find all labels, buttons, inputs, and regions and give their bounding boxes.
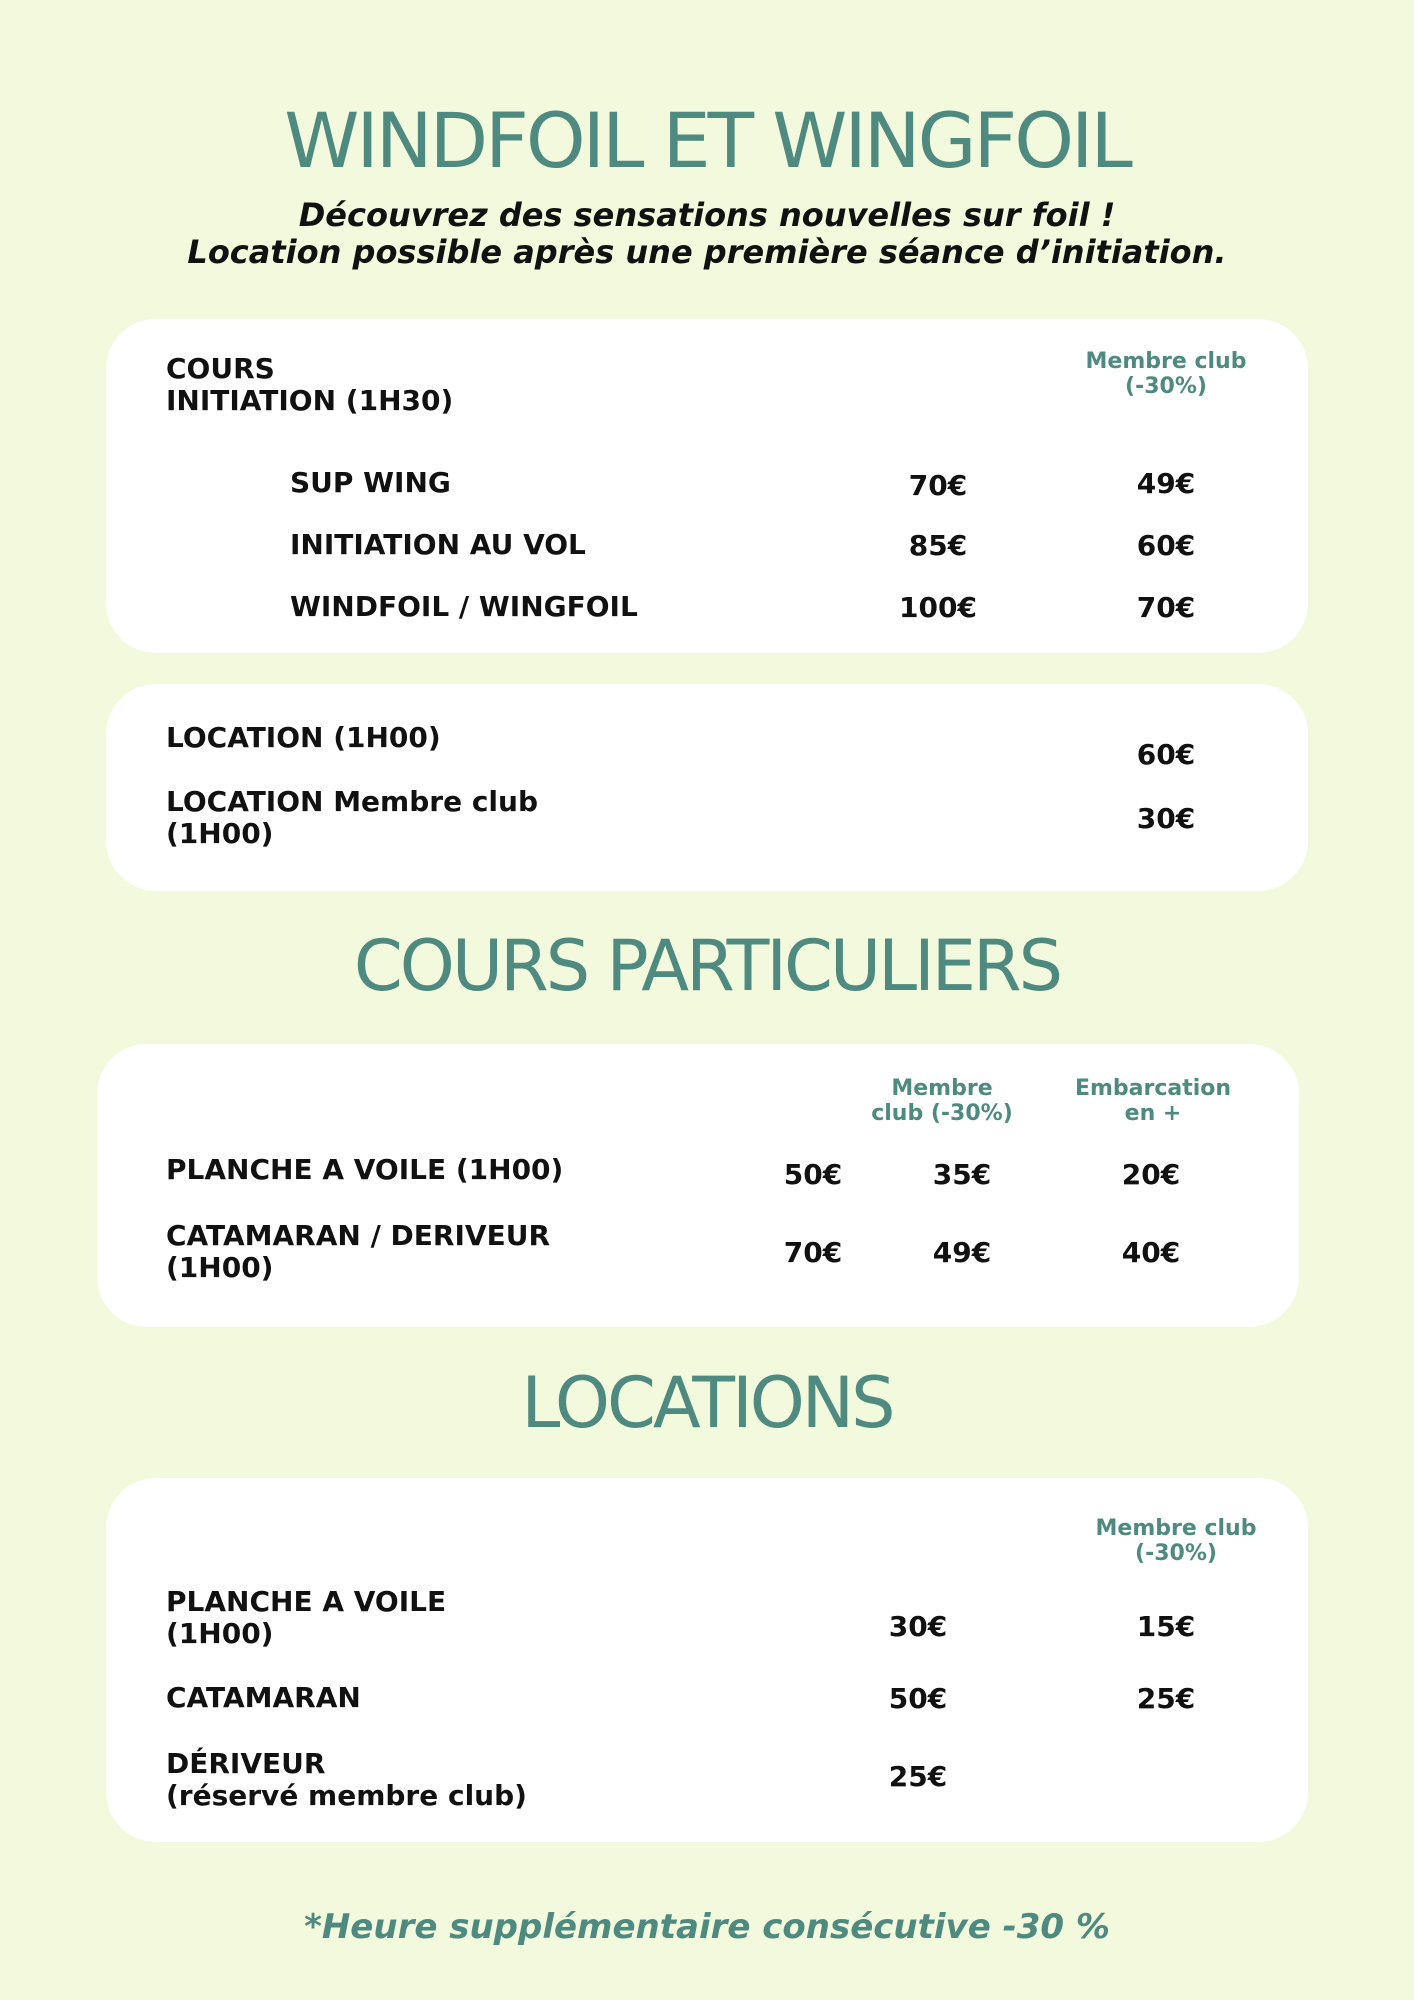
particuliers-row-boat-price: 20€ [1121,1158,1181,1191]
member-column-header: Membre club (-30%) [871,1076,1013,1126]
cours-heading-line-2: INITIATION (1H30) [166,384,454,417]
cours-row-price: 85€ [908,529,968,562]
particuliers-row-member-price: 35€ [932,1158,992,1191]
locations-row-label: PLANCHE A VOILE [166,1585,447,1618]
boat-column-header: Embarcation en + [1074,1076,1232,1126]
locations-card [106,1478,1308,1842]
particuliers-row-label: PLANCHE A VOILE (1H00) [166,1153,564,1186]
cours-row-label: WINDFOIL / WINGFOIL [290,590,638,623]
locations-row-label-line-2: (réservé membre club) [166,1779,527,1812]
cours-row-label: INITIATION AU VOL [290,528,586,561]
locations-row-label-line-2: (1H00) [166,1617,274,1650]
cours-heading-line-1: COURS [166,352,275,385]
cours-row-label: SUP WING [290,466,451,499]
particuliers-row-label-line-2: (1H00) [166,1251,274,1284]
locations-row-member-price: 15€ [1136,1610,1196,1643]
cours-particuliers-card [97,1044,1299,1327]
member-column-header: Membre club (-30%) [1095,1516,1257,1566]
location-row-label: LOCATION (1H00) [166,721,441,754]
cours-row-price: 70€ [908,469,968,502]
particuliers-row-label: CATAMARAN / DERIVEUR [166,1219,551,1252]
location-member-label-line-2: (1H00) [166,817,274,850]
cours-row-member-price: 49€ [1136,467,1196,500]
location-row-price: 60€ [1136,738,1196,771]
subtitle-line-2: Location possible après une première séance d’initiation. [187,233,1227,271]
particuliers-row-boat-price: 40€ [1121,1236,1181,1269]
particuliers-row-price: 50€ [783,1158,843,1191]
subtitle-line-1: Découvrez des sensations nouvelles sur foil ! [298,196,1116,234]
locations-row-label: CATAMARAN [166,1681,361,1714]
locations-row-price: 50€ [888,1682,948,1715]
particuliers-row-member-price: 49€ [932,1236,992,1269]
locations-row-label: DÉRIVEUR [166,1747,326,1780]
cours-row-member-price: 60€ [1136,529,1196,562]
page-title: WINDFOIL ET WINGFOIL [284,96,1130,185]
cours-row-price: 100€ [899,591,977,624]
location-member-label-line-1: LOCATION Membre club [166,785,538,818]
footer-note: *Heure supplémentaire consécutive -30 % [304,1907,1110,1947]
locations-row-member-price: 25€ [1136,1682,1196,1715]
member-column-header: Membre club (-30%) [1085,349,1247,399]
cours-initiation-card [106,319,1308,653]
location-foil-card [106,684,1308,891]
locations-row-price: 25€ [888,1760,948,1793]
location-member-price: 30€ [1136,802,1196,835]
section-title-locations: LOCATIONS [521,1362,893,1444]
particuliers-row-price: 70€ [783,1236,843,1269]
locations-row-price: 30€ [888,1610,948,1643]
section-title-cours-particuliers: COURS PARTICULIERS [353,925,1061,1007]
cours-row-member-price: 70€ [1136,591,1196,624]
